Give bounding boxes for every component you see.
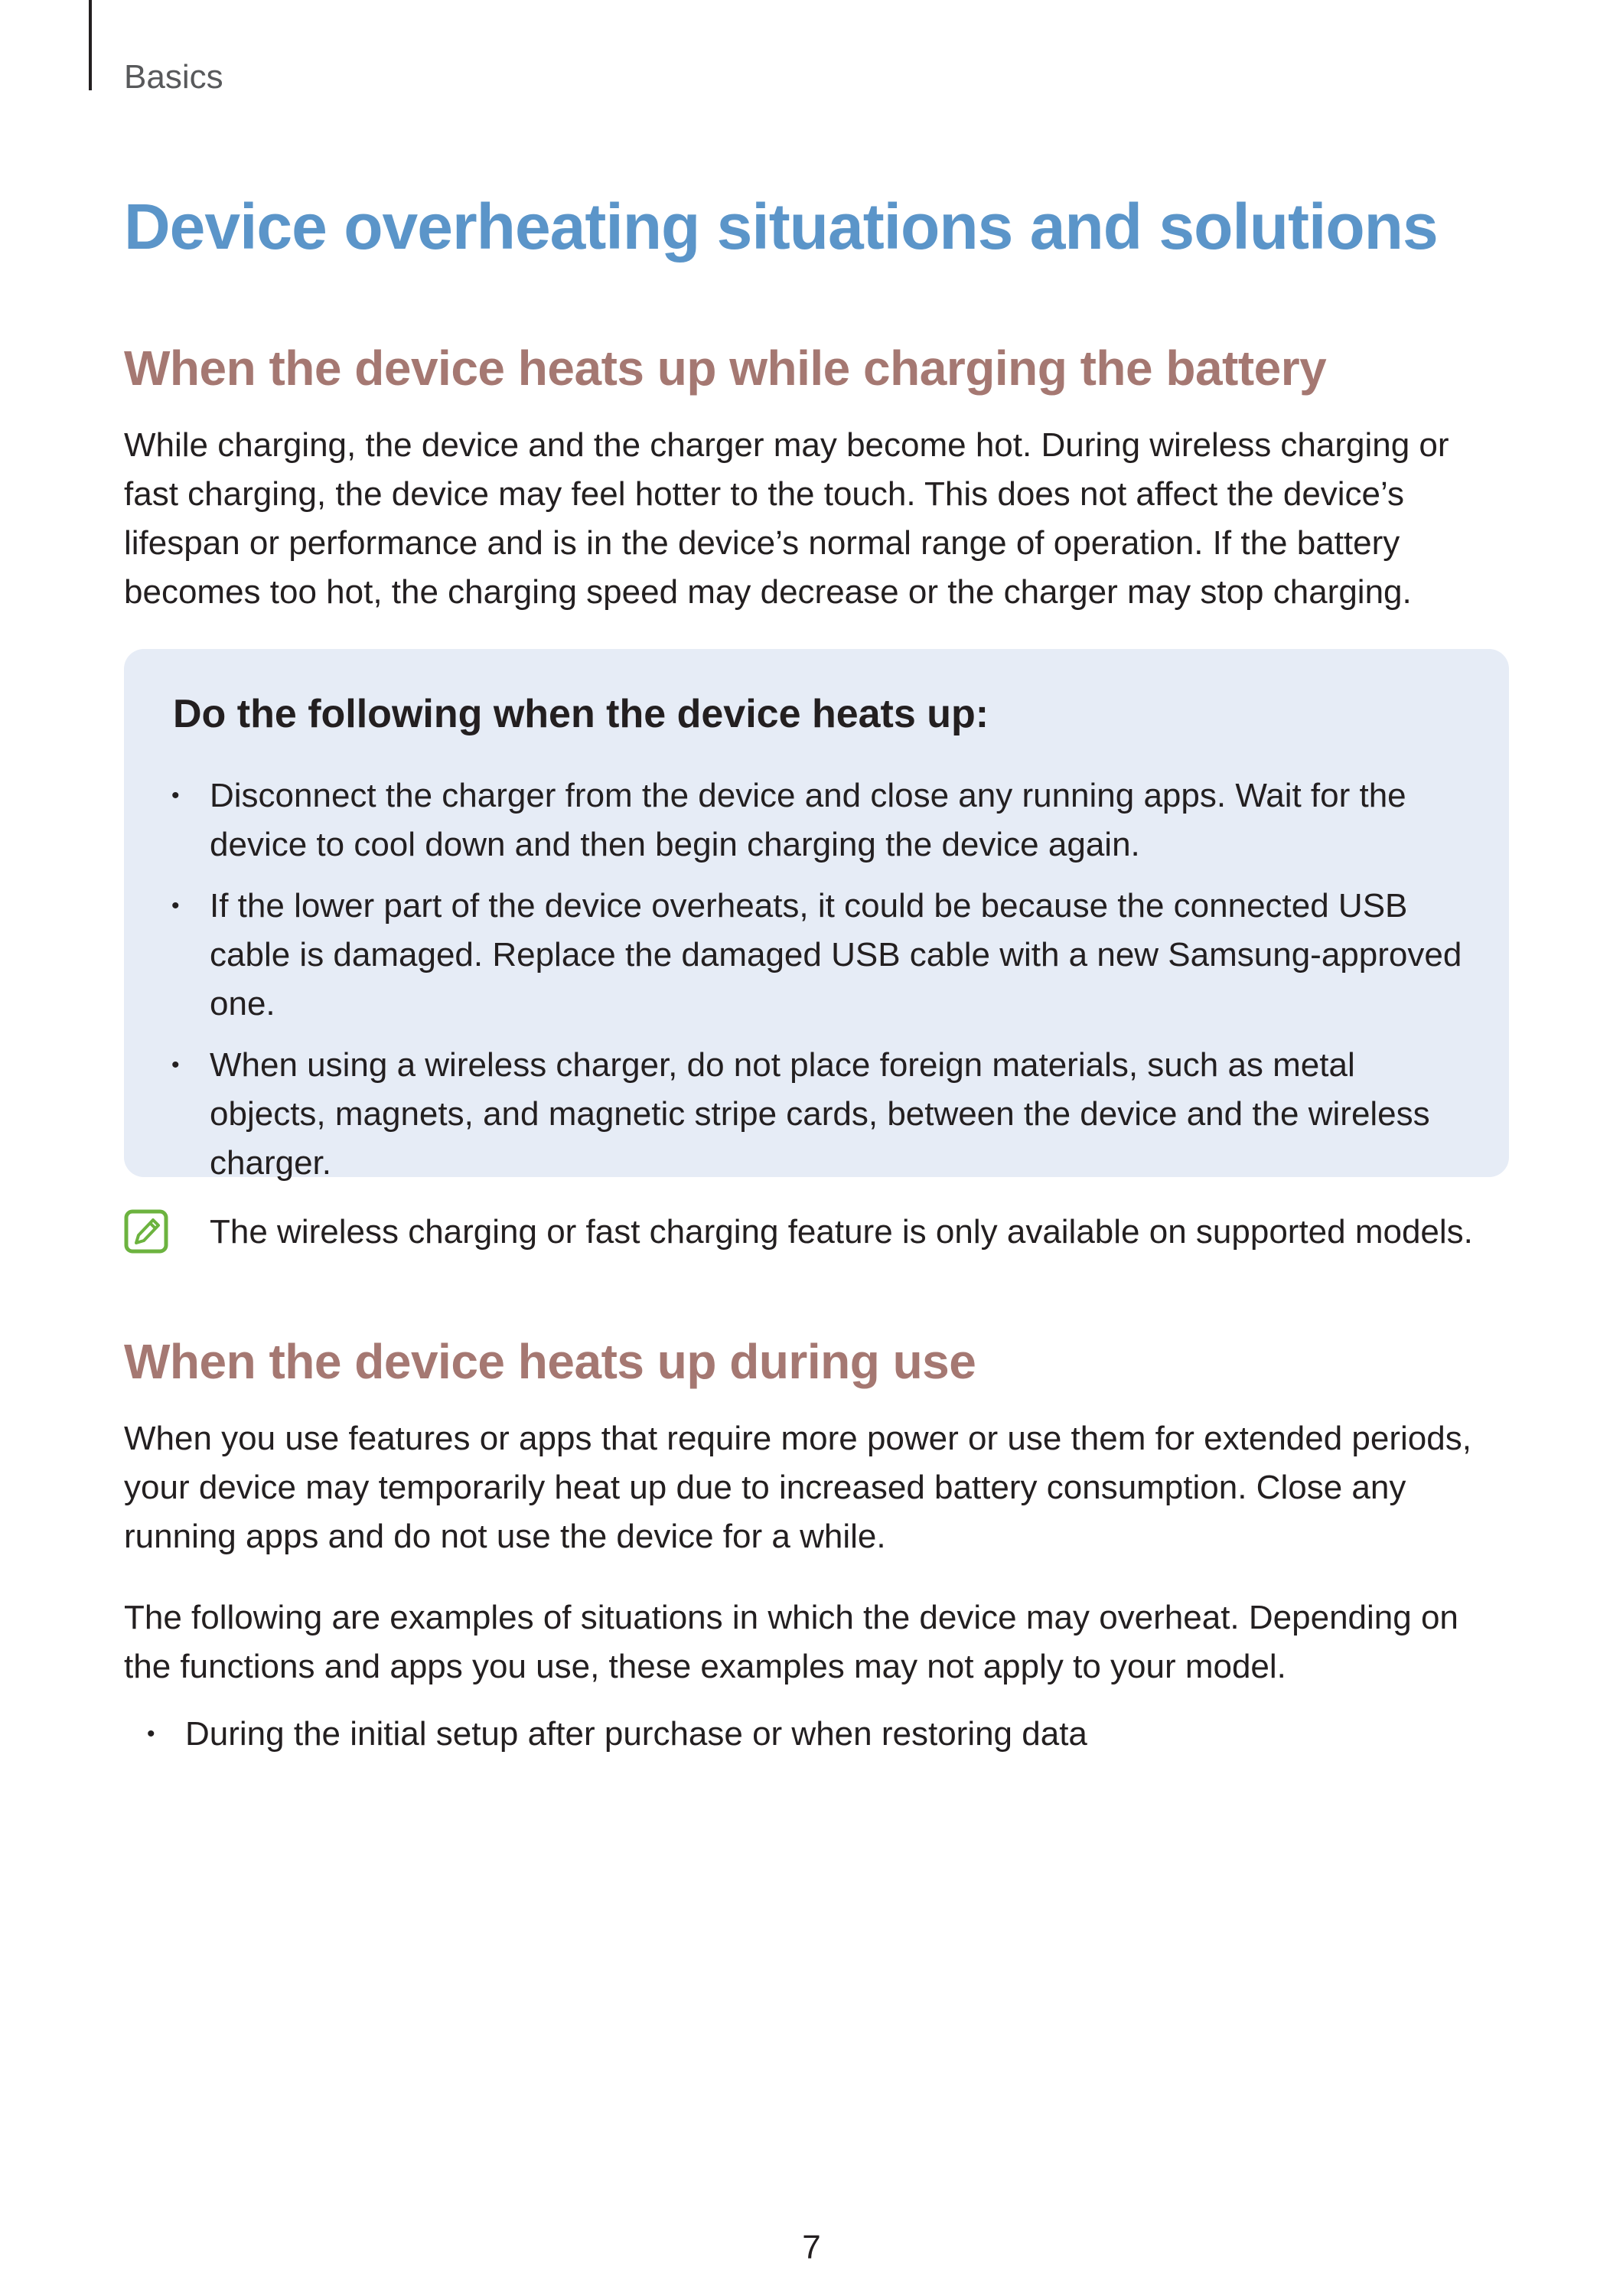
list-item — [171, 771, 1472, 869]
list-item — [171, 882, 1472, 1029]
page-title: Device overheating situations and solutions — [124, 191, 1438, 263]
list-item — [171, 1041, 1472, 1188]
bullet-icon: • — [147, 1721, 155, 1746]
list-item-text: When using a wireless charger, do not place foreign materials, such as metal objects, magnets, and magnetic stripe cards, between the device and the wireless charger. — [210, 1046, 1430, 1182]
bullet-icon: • — [171, 783, 180, 808]
section-heading-charging: When the device heats up while charging the battery — [124, 341, 1327, 396]
running-head: Basics — [124, 58, 223, 96]
callout-box — [124, 649, 1509, 1182]
callout-list — [171, 771, 1472, 1200]
callout-title: Do the following when the device heats up: — [173, 692, 989, 736]
situation-list — [147, 1710, 1087, 1759]
list-item-text: If the lower part of the device overheats, it could be because the connected USB cable is damaged. Replace the damaged USB cable with a new Samsung-approved one. — [210, 887, 1462, 1022]
section-heading-use: When the device heats up during use — [124, 1334, 976, 1389]
note-pencil-icon — [124, 1209, 168, 1254]
use-paragraph-2: The following are examples of situations in which the device may overheat. Depending on the functions and apps you use, these examples may not apply to your model. — [124, 1599, 1458, 1685]
list-item — [147, 1710, 1087, 1759]
header-rule — [89, 0, 92, 90]
list-item-text: During the initial setup after purchase or when restoring data — [185, 1715, 1087, 1753]
charging-paragraph: While charging, the device and the charger may become hot. During wireless charging or fast charging, the device may feel hotter to the touch. This does not affect the device’s lifespan or performance and is in the device’s normal range of operation. If the battery becomes too hot, the charging speed may decrease or the charger may stop charging. — [124, 426, 1449, 611]
page-number: 7 — [802, 2229, 821, 2266]
list-item-text: Disconnect the charger from the device and close any running apps. Wait for the device to cool down and then begin charging the device again. — [210, 777, 1406, 863]
bullet-icon: • — [171, 1052, 180, 1078]
note-text: The wireless charging or fast charging feature is only available on supported models. — [210, 1213, 1473, 1251]
bullet-icon: • — [171, 893, 180, 918]
use-paragraph-1: When you use features or apps that require more power or use them for extended periods, your device may temporarily heat up due to increased battery consumption. Close any running apps and do not use the device for a while. — [124, 1420, 1471, 1555]
